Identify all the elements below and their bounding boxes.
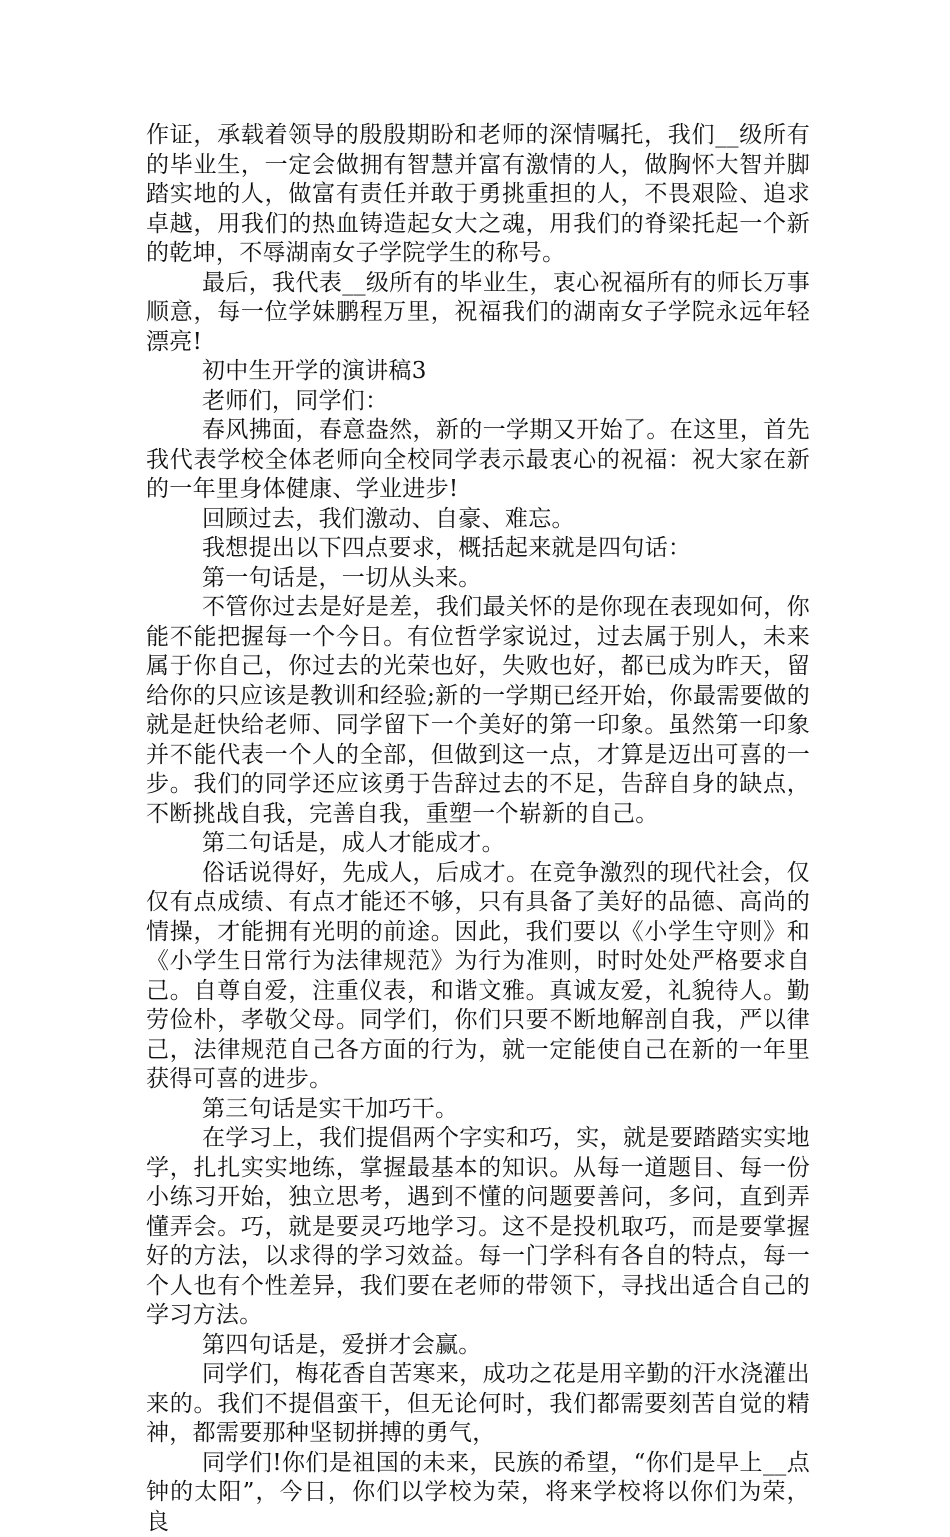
paragraph-point-four: 同学们，梅花香自苦寒来，成功之花是用辛勤的汗水浇灌出来的。我们不提倡蛮干，但无论何时，我们都需要刻苦自觉的精神，都需要那种坚韧拼搏的勇气， xyxy=(146,1360,810,1449)
paragraph-opening: 春风拂面，春意盎然，新的一学期又开始了。在这里，首先我代表学校全体老师向全校同学表示最衷心的祝福：祝大家在新的一年里身体健康、学业进步! xyxy=(146,416,810,505)
paragraph-point-three: 在学习上，我们提倡两个字实和巧，实，就是要踏踏实实地学，扎扎实实地练，掌握最基本的知识。从每一道题目、每一份小练习开始，独立思考，遇到不懂的问题要善问，多问，直到弄懂弄会。巧，就是要灵巧地学习。这不是投机取巧，而是要掌握好的方法，以求得的学习效益。每一门学科有各自的特点，每一个人也有个性差异，我们要在老师的带领下，寻找出适合自己的学习方法。 xyxy=(146,1124,810,1331)
paragraph-final: 同学们!你们是祖国的未来，民族的希望，“你们是早上__点钟的太阳”，今日，你们以学校为荣，将来学校将以你们为荣，良 xyxy=(146,1449,810,1537)
speech-title: 初中生开学的演讲稿3 xyxy=(146,357,810,387)
paragraph-review: 回顾过去，我们激动、自豪、难忘。 xyxy=(146,505,810,535)
heading-point-two: 第二句话是，成人才能成才。 xyxy=(146,829,810,859)
document-body xyxy=(146,121,810,1537)
speech-salutation: 老师们，同学们： xyxy=(146,387,810,417)
heading-point-four: 第四句话是，爱拼才会赢。 xyxy=(146,1331,810,1361)
heading-point-three: 第三句话是实干加巧干。 xyxy=(146,1095,810,1125)
paragraph-closing-blessing: 最后，我代表__级所有的毕业生，衷心祝福所有的师长万事顺意，每一位学妹鹏程万里，祝福我们的湖南女子学院永远年轻漂亮! xyxy=(146,269,810,358)
heading-point-one: 第一句话是，一切从头来。 xyxy=(146,564,810,594)
paragraph-pledge: 作证，承载着领导的殷殷期盼和老师的深情嘱托，我们__级所有的毕业生，一定会做拥有智慧并富有激情的人，做胸怀大智并脚踏实地的人，做富有责任并敢于勇挑重担的人，不畏艰险、追求卓越，用我们的热血铸造起女大之魂，用我们的脊梁托起一个新的乾坤，不辱湖南女子学院学生的称号。 xyxy=(146,121,810,269)
paragraph-point-one: 不管你过去是好是差，我们最关怀的是你现在表现如何，你能不能把握每一个今日。有位哲学家说过，过去属于别人，未来属于你自己，你过去的光荣也好，失败也好，都已成为昨天，留给你的只应该是教训和经验;新的一学期已经开始，你最需要做的就是赶快给老师、同学留下一个美好的第一印象。虽然第一印象并不能代表一个人的全部，但做到这一点，才算是迈出可喜的一步。我们的同学还应该勇于告辞过去的不足，告辞自身的缺点，不断挑战自我，完善自我，重塑一个崭新的自己。 xyxy=(146,593,810,829)
paragraph-point-two: 俗话说得好，先成人，后成才。在竞争激烈的现代社会，仅仅有点成绩、有点才能还不够，只有具备了美好的品德、高尚的情操，才能拥有光明的前途。因此，我们要以《小学生守则》和《小学生日常行为法律规范》为行为准则，时时处处严格要求自己。自尊自爱，注重仪表，和谐文雅。真诚友爱，礼貌待人。勤劳俭朴，孝敬父母。同学们，你们只要不断地解剖自我，严以律己，法律规范自己各方面的行为，就一定能使自己在新的一年里获得可喜的进步。 xyxy=(146,859,810,1095)
paragraph-four-requirements: 我想提出以下四点要求，概括起来就是四句话： xyxy=(146,534,810,564)
